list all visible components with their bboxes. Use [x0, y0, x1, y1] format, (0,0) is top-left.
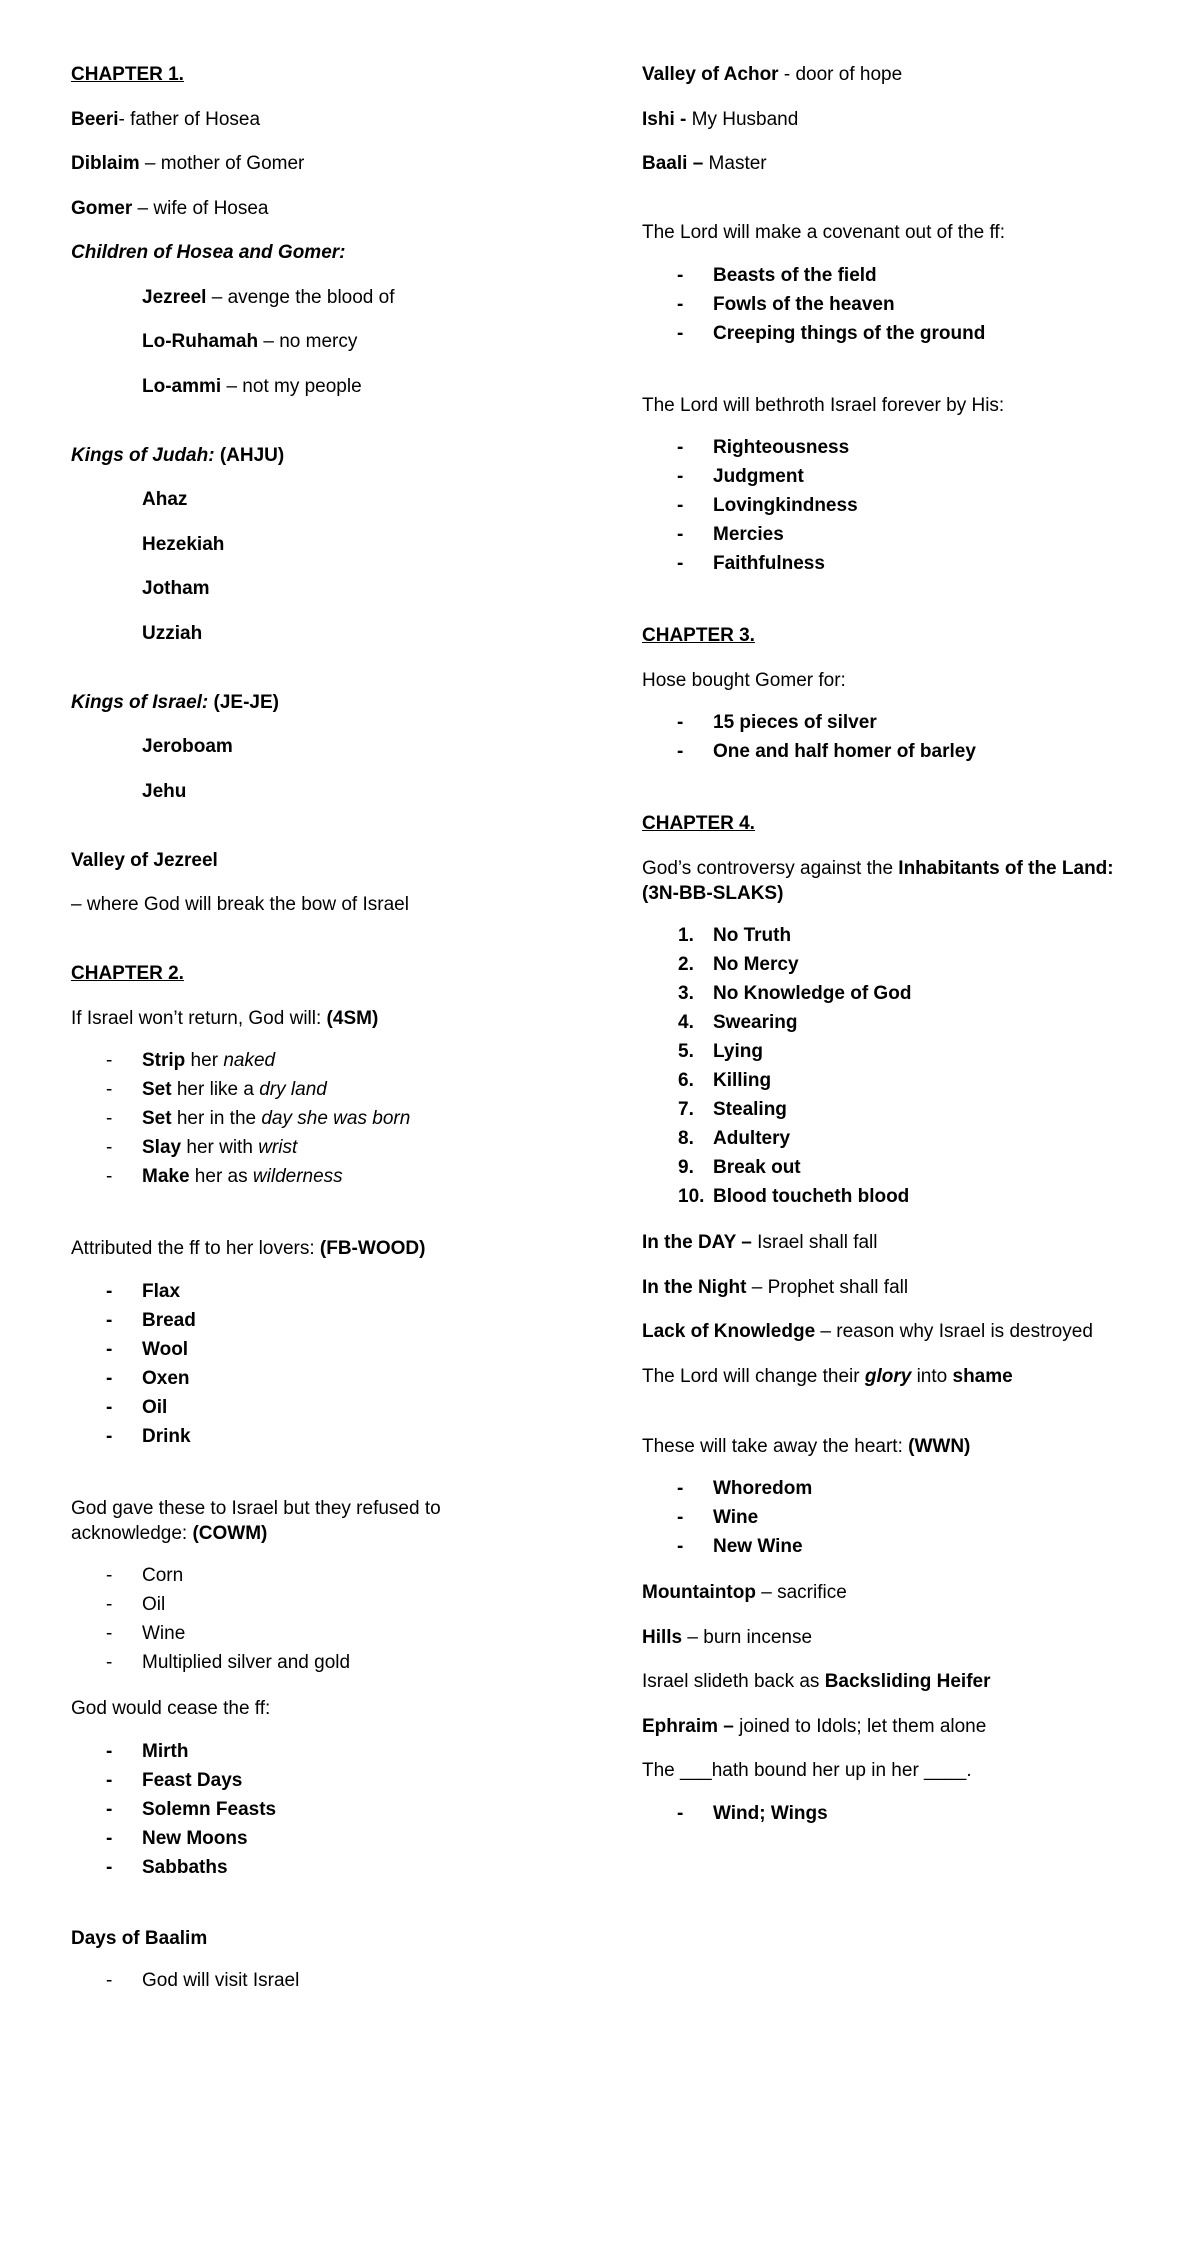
item-text: Creeping things of the ground: [713, 322, 986, 344]
list-item: [642, 290, 1162, 319]
gave-text: God gave these to Israel but they refused to acknowledge:: [71, 1497, 441, 1544]
def-valley-of-achor: [642, 62, 1162, 87]
def-term: Baali –: [642, 153, 704, 174]
list-item: [71, 1422, 541, 1451]
def-term: Lack of Knowledge: [642, 1321, 816, 1342]
item-text: Wine: [142, 1623, 186, 1644]
dash-marker: -: [106, 1108, 113, 1129]
item-text: Wool: [142, 1338, 189, 1360]
item-text: Swearing: [713, 1012, 798, 1033]
child-name: Jezreel: [142, 286, 207, 308]
list-item: [642, 1153, 1162, 1182]
return-code: (4SM): [326, 1007, 379, 1029]
dash-marker: -: [677, 553, 684, 574]
item-text: God will visit Israel: [142, 1970, 300, 1991]
list-item: [642, 319, 1162, 348]
item-obj: naked: [223, 1050, 276, 1071]
item-text: Righteousness: [713, 437, 850, 458]
dash-marker: -: [106, 1565, 113, 1586]
item-text: Flax: [142, 1280, 181, 1302]
item-number: 10.: [678, 1186, 705, 1207]
list-item: [71, 1648, 541, 1677]
item-verb: Make: [142, 1166, 190, 1187]
def-desc: - father of Hosea: [118, 108, 261, 130]
list-item: [642, 737, 1162, 766]
dash-marker: -: [106, 1856, 113, 1878]
list-item: [642, 1799, 1162, 1828]
king-israel: Jehu: [142, 780, 187, 802]
list-item: [71, 1364, 541, 1393]
dash-marker: -: [106, 1166, 113, 1187]
lovers-intro: [71, 1236, 541, 1261]
dash-marker: -: [677, 437, 684, 458]
dash-marker: -: [106, 1050, 113, 1071]
list-item: [642, 1182, 1162, 1211]
blank-question: The ___hath bound her up in her ____.: [642, 1760, 972, 1781]
item-number: 2.: [678, 954, 694, 975]
item-text: Wine: [713, 1507, 759, 1528]
list-item: [642, 1474, 1162, 1503]
list-item: [71, 1966, 541, 1995]
def-desc: My Husband: [686, 108, 799, 130]
list-item: [642, 1066, 1162, 1095]
def-term: Valley of Achor: [642, 64, 779, 85]
king-judah: Ahaz: [142, 489, 188, 510]
list-item: [71, 1393, 541, 1422]
def-term: In the DAY –: [642, 1232, 752, 1253]
def-desc: Master: [703, 153, 767, 174]
list-item: [71, 1795, 541, 1824]
list-item: [71, 1853, 541, 1882]
kings-of-israel-heading: [71, 690, 541, 715]
dash-marker: -: [677, 741, 684, 762]
king-judah: Hezekiah: [142, 533, 225, 555]
item-text: Judgment: [713, 466, 804, 487]
dash-marker: -: [106, 1798, 113, 1820]
dash-marker: -: [106, 1769, 113, 1791]
list-item: [642, 261, 1162, 290]
list-item: [71, 1824, 541, 1853]
gave-intro: [71, 1496, 541, 1546]
dash-marker: -: [106, 1740, 113, 1762]
dash-marker: -: [677, 1536, 684, 1557]
list-item: [642, 979, 1162, 1008]
dash-marker: -: [106, 1396, 113, 1418]
def-desc: – sacrifice: [755, 1582, 847, 1603]
lack-of-knowledge-line: [642, 1319, 1162, 1344]
list-item: [71, 1277, 541, 1306]
item-text: Lovingkindness: [713, 495, 858, 516]
dash-marker: -: [106, 1309, 113, 1331]
item-text: Blood toucheth blood: [713, 1186, 910, 1207]
list-item: [642, 708, 1162, 737]
return-intro: [71, 1006, 541, 1031]
child-jezreel: [71, 285, 541, 310]
dash-marker: -: [106, 1970, 113, 1991]
item-text: Oxen: [142, 1367, 190, 1389]
item-obj: day she was born: [261, 1108, 411, 1129]
def-term: Hills: [642, 1626, 683, 1648]
def-desc: - door of hope: [778, 64, 903, 85]
def-gomer: [71, 196, 541, 221]
item-text: Oil: [142, 1396, 168, 1418]
glory-mid: into: [911, 1365, 953, 1387]
child-lo-ruhamah: [71, 329, 541, 354]
covenant-list: [642, 261, 1162, 348]
right-column: [642, 62, 1162, 1847]
kings-code: (AHJU): [214, 444, 285, 466]
ephraim-line: [642, 1714, 1162, 1739]
list-item: [642, 1532, 1162, 1561]
item-text: Adultery: [713, 1128, 791, 1149]
cease-intro: God would cease the ff:: [71, 1698, 271, 1719]
def-term: Mountaintop: [642, 1582, 756, 1603]
list-item: [642, 549, 1162, 578]
item-text: No Truth: [713, 925, 792, 946]
list-item: [642, 1095, 1162, 1124]
valley-of-jezreel-desc: – where God will break the bow of Israel: [71, 894, 409, 915]
list-item: [642, 1037, 1162, 1066]
chapter-3-heading: CHAPTER 3.: [642, 625, 755, 646]
def-desc: – mother of Gomer: [139, 153, 305, 174]
item-mid: her: [185, 1050, 224, 1071]
list-item: [71, 1766, 541, 1795]
def-term: Beeri: [71, 108, 119, 130]
king-judah: Jotham: [142, 578, 210, 599]
kings-label: Kings of Judah:: [71, 444, 215, 466]
dash-marker: -: [106, 1137, 113, 1158]
heart-intro: [642, 1434, 1162, 1459]
dash-marker: -: [677, 293, 684, 315]
child-name: Lo-Ruhamah: [142, 331, 259, 352]
list-item: [642, 1503, 1162, 1532]
dash-marker: -: [677, 264, 684, 286]
heart-code: (WWN): [908, 1435, 971, 1457]
covenant-intro: The Lord will make a covenant out of the ff:: [642, 222, 1005, 243]
dash-marker: -: [677, 712, 684, 733]
item-text: Drink: [142, 1425, 191, 1447]
def-term: Diblaim: [71, 153, 140, 174]
item-verb: Slay: [142, 1137, 182, 1158]
valley-of-jezreel-title: Valley of Jezreel: [71, 849, 218, 871]
return-text: If Israel won’t return, God will:: [71, 1007, 327, 1029]
item-text: Sabbaths: [142, 1856, 228, 1878]
chapter-2-heading: CHAPTER 2.: [71, 963, 184, 984]
list-item: [642, 950, 1162, 979]
item-text: No Mercy: [713, 954, 799, 975]
dash-marker: -: [106, 1652, 113, 1673]
item-number: 3.: [678, 983, 694, 1004]
def-desc: – reason why Israel is destroyed: [815, 1321, 1093, 1342]
list-item: [642, 433, 1162, 462]
item-obj: wrist: [258, 1137, 298, 1158]
item-text: Stealing: [713, 1099, 787, 1120]
heifer-bold: Backsliding Heifer: [824, 1671, 991, 1692]
baalim-list: [71, 1966, 541, 1995]
item-text: Beasts of the field: [713, 264, 877, 286]
blank-answer-list: [642, 1799, 1162, 1828]
def-desc: – burn incense: [682, 1626, 813, 1648]
item-text: Fowls of the heaven: [713, 293, 895, 315]
item-obj: dry land: [259, 1079, 327, 1100]
child-meaning: – avenge the blood of: [206, 286, 395, 308]
item-number: 6.: [678, 1070, 694, 1091]
list-item: [642, 1124, 1162, 1153]
dash-marker: -: [106, 1594, 113, 1615]
list-item: [71, 1619, 541, 1648]
dash-marker: -: [677, 322, 684, 344]
item-text: 15 pieces of silver: [713, 712, 877, 733]
list-item: [642, 921, 1162, 950]
king-israel: Jeroboam: [142, 736, 233, 757]
controversy-code: (3N-BB-SLAKS): [642, 882, 784, 904]
lovers-code: (FB-WOOD): [319, 1238, 426, 1259]
list-item: [71, 1104, 541, 1133]
item-text: Corn: [142, 1565, 184, 1586]
cease-list: [71, 1737, 541, 1882]
item-verb: Set: [142, 1108, 172, 1129]
item-number: 5.: [678, 1041, 694, 1062]
controversy-list: [642, 921, 1162, 1211]
kings-of-judah-heading: [71, 443, 541, 468]
item-text: New Wine: [713, 1536, 803, 1557]
def-desc: – wife of Hosea: [132, 197, 269, 219]
lovers-list: [71, 1277, 541, 1451]
item-text: Break out: [713, 1157, 801, 1178]
def-term: Ephraim –: [642, 1715, 734, 1737]
item-text: Faithfulness: [713, 553, 825, 574]
heart-list: [642, 1474, 1162, 1561]
controversy-intro: [642, 856, 1162, 906]
item-mid: her with: [181, 1137, 259, 1158]
item-text: Bread: [142, 1309, 196, 1331]
item-mid: her like a: [171, 1079, 260, 1100]
dash-marker: -: [106, 1425, 113, 1447]
dash-marker: -: [677, 1507, 684, 1528]
def-desc: joined to Idols; let them alone: [733, 1715, 987, 1737]
days-of-baalim-title: Days of Baalim: [71, 1927, 208, 1949]
chapter-1-heading: CHAPTER 1.: [71, 64, 184, 85]
child-meaning: – not my people: [221, 375, 362, 397]
item-number: 1.: [678, 925, 694, 946]
gave-list: [71, 1561, 541, 1677]
list-item: [71, 1075, 541, 1104]
item-text: Mercies: [713, 524, 784, 545]
child-name: Lo-ammi: [142, 375, 222, 397]
list-item: [71, 1335, 541, 1364]
bought-intro: Hose bought Gomer for:: [642, 669, 846, 691]
item-verb: Strip: [142, 1050, 186, 1071]
item-mid: her in the: [171, 1108, 262, 1129]
list-item: [71, 1561, 541, 1590]
item-obj: wilderness: [252, 1166, 343, 1187]
item-number: 8.: [678, 1128, 694, 1149]
child-meaning: – no mercy: [258, 331, 358, 352]
dash-marker: -: [106, 1338, 113, 1360]
item-text: No Knowledge of God: [713, 983, 912, 1004]
def-term: Ishi -: [642, 108, 687, 130]
kings-label: Kings of Israel:: [71, 691, 209, 713]
left-column: [71, 62, 541, 2014]
hills-line: [642, 1625, 1162, 1650]
list-item: [71, 1046, 541, 1075]
item-text: Feast Days: [142, 1769, 243, 1791]
glory-pre: The Lord will change their: [642, 1365, 865, 1387]
dash-marker: -: [677, 1802, 684, 1824]
dash-marker: -: [106, 1623, 113, 1644]
glory-shame: shame: [952, 1365, 1013, 1387]
item-number: 9.: [678, 1157, 694, 1178]
list-item: [71, 1590, 541, 1619]
betroth-list: [642, 433, 1162, 578]
def-term: Gomer: [71, 197, 133, 219]
list-item: [71, 1737, 541, 1766]
item-number: 7.: [678, 1099, 694, 1120]
def-desc: – Prophet shall fall: [746, 1276, 909, 1298]
item-number: 4.: [678, 1012, 694, 1033]
mountaintop-line: [642, 1580, 1162, 1605]
def-diblaim: [71, 151, 541, 176]
list-item: [642, 462, 1162, 491]
dash-marker: -: [677, 466, 684, 487]
heifer-line: [642, 1669, 1162, 1694]
list-item: [71, 1162, 541, 1191]
dash-marker: -: [677, 1478, 684, 1499]
bought-list: [642, 708, 1162, 766]
list-item: [71, 1306, 541, 1335]
return-list: [71, 1046, 541, 1191]
item-text: Oil: [142, 1594, 166, 1615]
gave-code: (COWM): [192, 1522, 268, 1544]
chapter-4-heading: CHAPTER 4.: [642, 813, 755, 834]
def-beeri: [71, 107, 541, 132]
def-desc: Israel shall fall: [751, 1232, 878, 1253]
controversy-text: God’s controversy against the: [642, 857, 899, 879]
def-baali: [642, 151, 1162, 176]
item-verb: Set: [142, 1079, 172, 1100]
item-text: Killing: [713, 1070, 772, 1091]
item-text: Mirth: [142, 1740, 189, 1762]
betroth-intro: The Lord will bethroth Israel forever by His:: [642, 394, 1005, 416]
glory-shame-line: [642, 1364, 1162, 1389]
item-text: Wind; Wings: [713, 1802, 828, 1824]
list-item: [642, 1008, 1162, 1037]
dash-marker: -: [677, 495, 684, 516]
glory-word: glory: [864, 1365, 912, 1387]
list-item: [642, 520, 1162, 549]
lovers-text: Attributed the ff to her lovers:: [71, 1238, 320, 1259]
dash-marker: -: [106, 1079, 113, 1100]
controversy-bold: Inhabitants of the Land:: [898, 857, 1114, 879]
def-ishi: [642, 107, 1162, 132]
item-text: Whoredom: [713, 1478, 813, 1499]
item-text: Lying: [713, 1041, 763, 1062]
def-term: In the Night: [642, 1276, 747, 1298]
item-mid: her as: [189, 1166, 253, 1187]
dash-marker: -: [677, 524, 684, 545]
item-text: One and half homer of barley: [713, 741, 976, 762]
in-the-day-line: [642, 1230, 1162, 1255]
item-text: Multiplied silver and gold: [142, 1652, 351, 1673]
child-lo-ammi: [71, 374, 541, 399]
in-the-night-line: [642, 1275, 1162, 1300]
king-judah: Uzziah: [142, 622, 203, 644]
heart-text: These will take away the heart:: [642, 1435, 909, 1457]
kings-code: (JE-JE): [208, 691, 279, 713]
dash-marker: -: [106, 1280, 113, 1302]
children-heading: Children of Hosea and Gomer:: [71, 242, 346, 263]
list-item: [642, 491, 1162, 520]
list-item: [71, 1133, 541, 1162]
heifer-pre: Israel slideth back as: [642, 1671, 825, 1692]
dash-marker: -: [106, 1827, 113, 1849]
dash-marker: -: [106, 1367, 113, 1389]
item-text: New Moons: [142, 1827, 248, 1849]
item-text: Solemn Feasts: [142, 1798, 277, 1820]
